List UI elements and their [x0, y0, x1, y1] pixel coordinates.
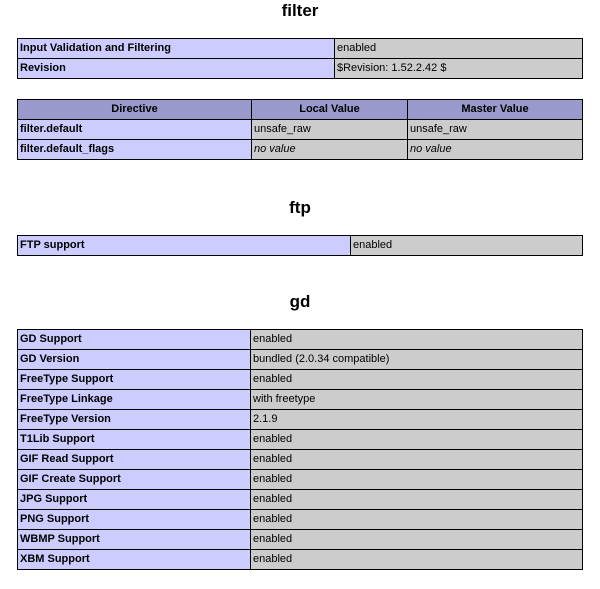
info-name: FreeType Version [18, 410, 251, 430]
info-name: GD Version [18, 350, 251, 370]
info-value: enabled [251, 450, 583, 470]
table-row [18, 430, 583, 450]
filter-info-table [17, 38, 583, 79]
ftp-info-table [17, 235, 583, 256]
directive-master-value: unsafe_raw [408, 120, 583, 140]
table-row [18, 39, 583, 59]
table-row [18, 236, 583, 256]
column-header-local-value: Local Value [252, 100, 408, 120]
info-value: enabled [251, 330, 583, 350]
table-row [18, 390, 583, 410]
directive-name: filter.default [18, 120, 252, 140]
info-name: GIF Read Support [18, 450, 251, 470]
info-name: T1Lib Support [18, 430, 251, 450]
info-name: Revision [18, 59, 335, 79]
directive-master-value: no value [408, 140, 583, 160]
directive-name: filter.default_flags [18, 140, 252, 160]
info-value: bundled (2.0.34 compatible) [251, 350, 583, 370]
info-name: JPG Support [18, 490, 251, 510]
column-header-master-value: Master Value [408, 100, 583, 120]
info-name: FreeType Support [18, 370, 251, 390]
info-value: enabled [251, 530, 583, 550]
info-value: enabled [251, 550, 583, 570]
info-value: enabled [251, 510, 583, 530]
table-row [18, 330, 583, 350]
section-title-ftp: ftp [289, 198, 311, 217]
column-header-directive: Directive [18, 100, 252, 120]
table-row [18, 470, 583, 490]
section-title-gd: gd [289, 292, 311, 311]
table-header-row [18, 100, 583, 120]
info-name: PNG Support [18, 510, 251, 530]
info-name: FTP support [18, 236, 351, 256]
directive-local-value: unsafe_raw [252, 120, 408, 140]
table-row [18, 370, 583, 390]
table-row [18, 450, 583, 470]
table-row [18, 120, 583, 140]
info-value: enabled [251, 470, 583, 490]
info-value: enabled [251, 370, 583, 390]
info-name: GD Support [18, 330, 251, 350]
info-value: enabled [335, 39, 583, 59]
info-value: with freetype [251, 390, 583, 410]
info-value: enabled [251, 490, 583, 510]
table-row [18, 350, 583, 370]
directive-local-value: no value [252, 140, 408, 160]
info-value: 2.1.9 [251, 410, 583, 430]
info-name: Input Validation and Filtering [18, 39, 335, 59]
info-name: GIF Create Support [18, 470, 251, 490]
table-row [18, 510, 583, 530]
gd-info-table [17, 329, 583, 570]
table-row [18, 59, 583, 79]
info-value: $Revision: 1.52.2.42 $ [335, 59, 583, 79]
table-row [18, 530, 583, 550]
section-title-filter: filter [281, 1, 319, 20]
info-value: enabled [351, 236, 583, 256]
info-name: FreeType Linkage [18, 390, 251, 410]
table-row [18, 550, 583, 570]
info-name: XBM Support [18, 550, 251, 570]
table-row [18, 490, 583, 510]
filter-directives-table [17, 99, 583, 160]
table-row [18, 140, 583, 160]
table-row [18, 410, 583, 430]
info-name: WBMP Support [18, 530, 251, 550]
info-value: enabled [251, 430, 583, 450]
